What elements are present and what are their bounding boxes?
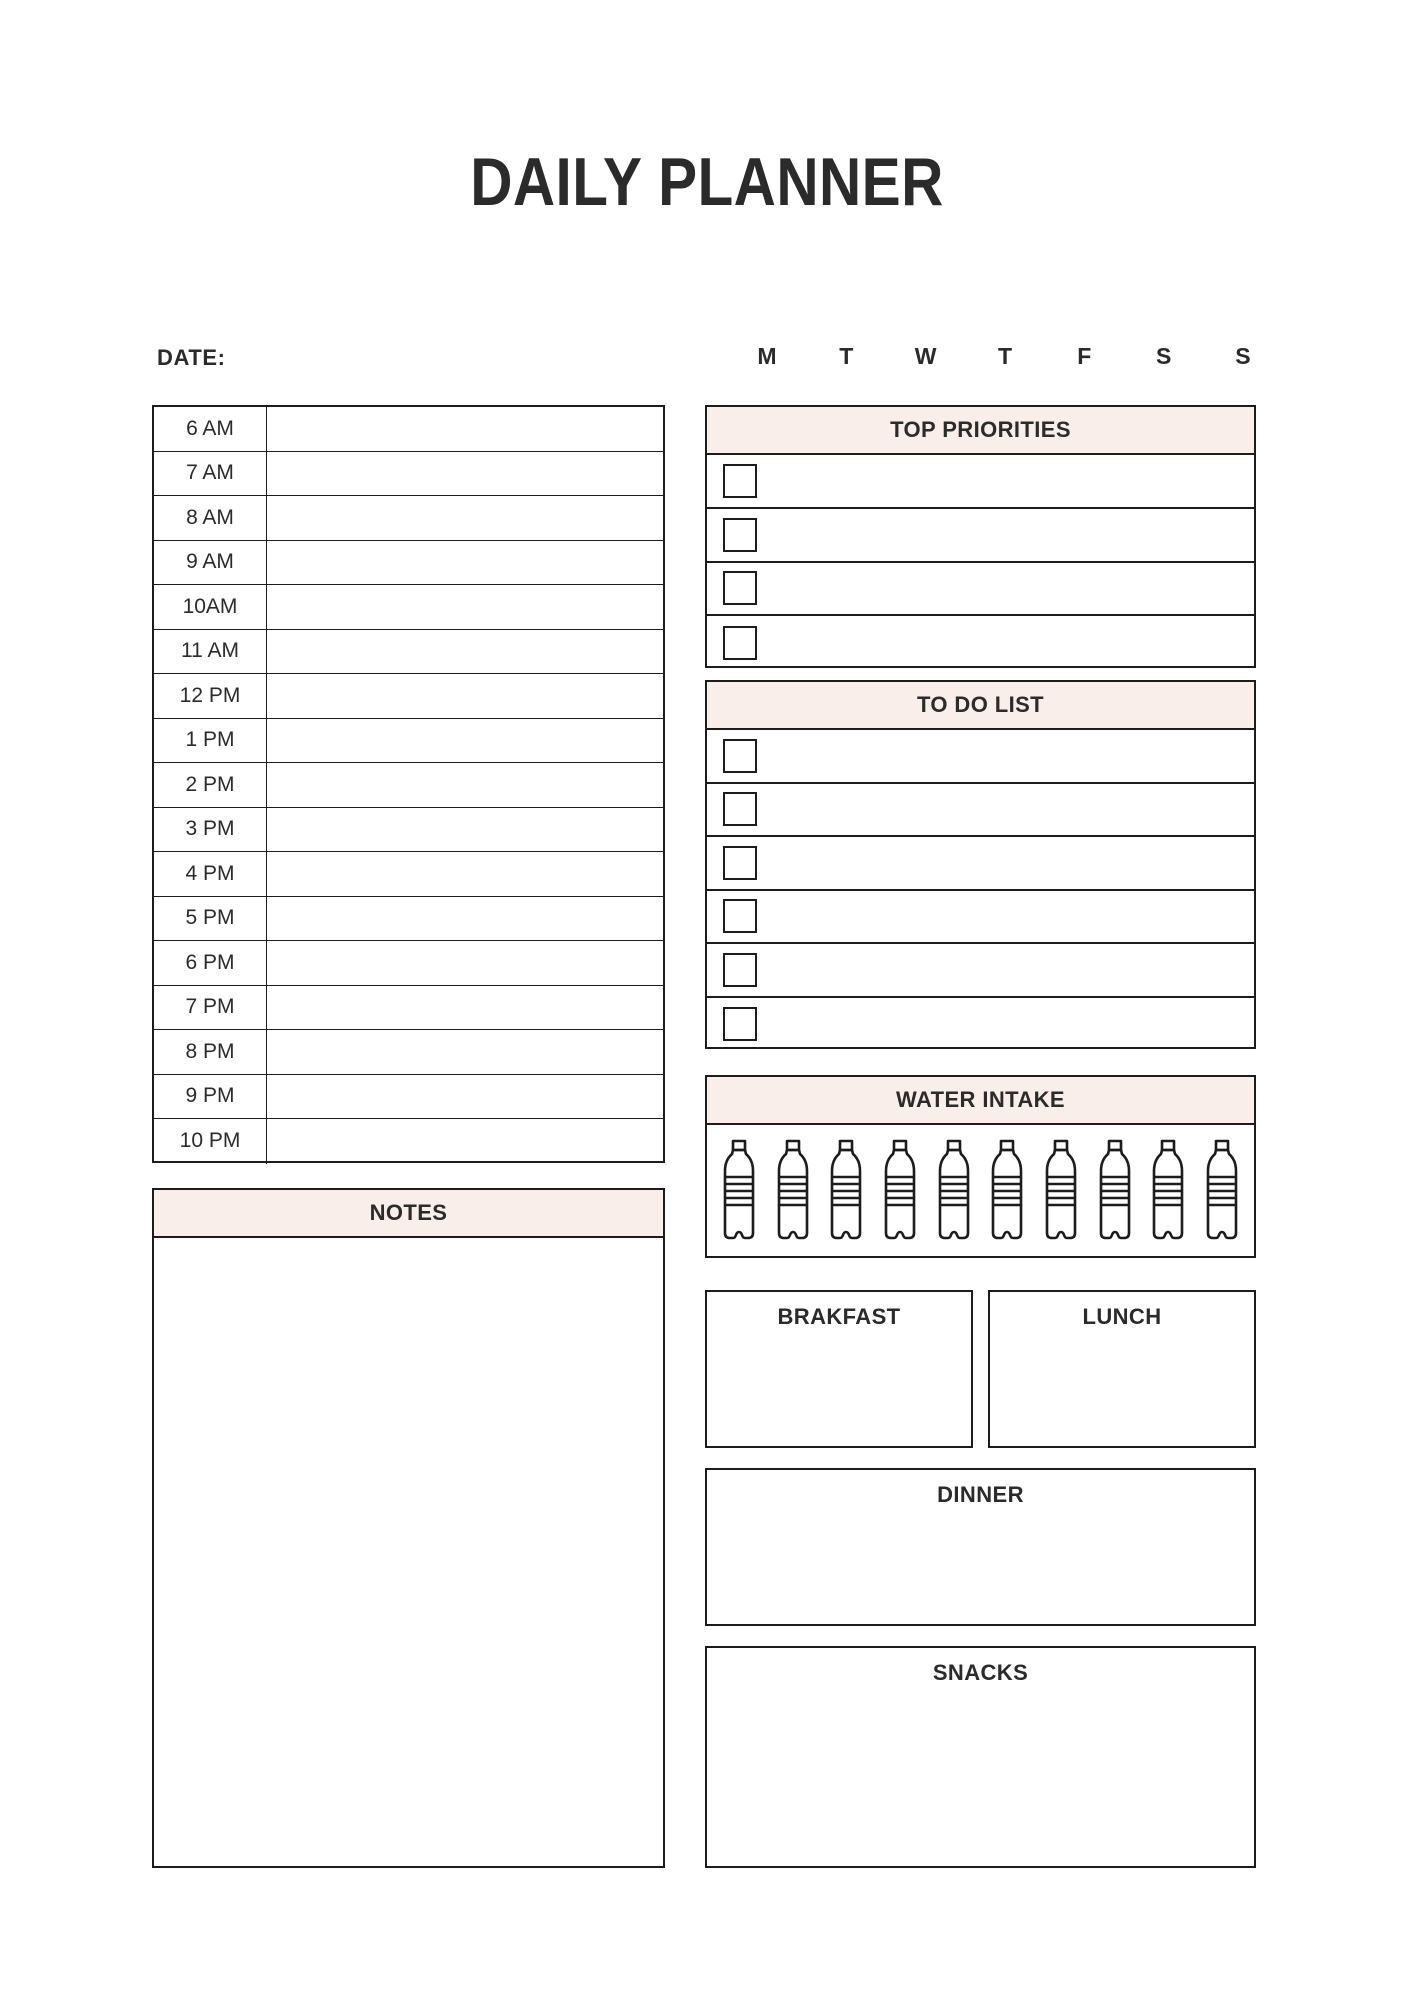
schedule-row (154, 941, 663, 986)
breakfast-label: BRAKFAST (777, 1304, 901, 1329)
schedule-row (154, 407, 663, 452)
todo-row (707, 784, 1254, 838)
schedule-time-label: 6 AM (154, 407, 267, 451)
schedule-entry-input[interactable] (267, 496, 663, 540)
water-bottle-icon[interactable] (934, 1139, 974, 1243)
weekday-selector (752, 343, 1258, 370)
weekday-3[interactable]: T (997, 343, 1013, 369)
schedule-entry-input[interactable] (267, 1030, 663, 1074)
todo-row (707, 944, 1254, 998)
schedule-time-label: 8 AM (154, 496, 267, 540)
dinner-box (705, 1468, 1256, 1626)
schedule-row (154, 719, 663, 764)
schedule-time-label: 3 PM (154, 808, 267, 852)
weekday-0[interactable]: M (757, 343, 777, 369)
schedule-time-label: 8 PM (154, 1030, 267, 1074)
priorities-row (707, 455, 1254, 509)
schedule-row (154, 852, 663, 897)
schedule-row (154, 630, 663, 675)
schedule-time-label: 9 PM (154, 1075, 267, 1119)
water-bottle-icon[interactable] (880, 1139, 920, 1243)
to-do-list-section (705, 680, 1256, 1049)
priorities-row (707, 616, 1254, 670)
schedule-row (154, 1119, 663, 1164)
schedule-time-label: 11 AM (154, 630, 267, 674)
schedule-time-label: 10 PM (154, 1119, 267, 1164)
schedule-row (154, 541, 663, 586)
checkbox-icon[interactable] (723, 899, 757, 933)
schedule-entry-input[interactable] (267, 1075, 663, 1119)
lunch-box (988, 1290, 1256, 1448)
schedule-time-label: 10AM (154, 585, 267, 629)
water-bottle-icon[interactable] (773, 1139, 813, 1243)
schedule-entry-input[interactable] (267, 407, 663, 451)
water-bottle-icon[interactable] (826, 1139, 866, 1243)
schedule-time-label: 7 AM (154, 452, 267, 496)
schedule-time-label: 4 PM (154, 852, 267, 896)
schedule-row (154, 452, 663, 497)
date-label: DATE: (157, 345, 226, 370)
schedule-entry-input[interactable] (267, 941, 663, 985)
schedule-time-label: 12 PM (154, 674, 267, 718)
schedule-row (154, 763, 663, 808)
schedule-row (154, 986, 663, 1031)
priorities-row (707, 509, 1254, 563)
notes-section (152, 1188, 665, 1868)
snacks-box (705, 1646, 1256, 1868)
water-intake-header: WATER INTAKE (707, 1077, 1254, 1125)
checkbox-icon[interactable] (723, 1007, 757, 1041)
water-bottle-icon[interactable] (719, 1139, 759, 1243)
schedule-entry-input[interactable] (267, 808, 663, 852)
water-bottle-icon[interactable] (1202, 1139, 1242, 1243)
checkbox-icon[interactable] (723, 571, 757, 605)
schedule-entry-input[interactable] (267, 630, 663, 674)
notes-input-area[interactable] (154, 1238, 663, 1866)
schedule-row (154, 496, 663, 541)
schedule-time-label: 1 PM (154, 719, 267, 763)
snacks-label: SNACKS (932, 1660, 1029, 1685)
water-bottle-icon[interactable] (1041, 1139, 1081, 1243)
schedule-entry-input[interactable] (267, 674, 663, 718)
water-bottle-icon[interactable] (987, 1139, 1027, 1243)
checkbox-icon[interactable] (723, 739, 757, 773)
schedule-time-label: 5 PM (154, 897, 267, 941)
schedule-row (154, 897, 663, 942)
schedule-entry-input[interactable] (267, 1119, 663, 1164)
checkbox-icon[interactable] (723, 792, 757, 826)
priorities-row (707, 563, 1254, 617)
checkbox-icon[interactable] (723, 464, 757, 498)
schedule-row (154, 808, 663, 853)
schedule-time-label: 9 AM (154, 541, 267, 585)
top-priorities-header: TOP PRIORITIES (707, 407, 1254, 455)
schedule-entry-input[interactable] (267, 897, 663, 941)
schedule-row (154, 674, 663, 719)
schedule-entry-input[interactable] (267, 719, 663, 763)
weekday-1[interactable]: T (839, 343, 854, 369)
todo-row (707, 998, 1254, 1052)
lunch-label: LUNCH (1082, 1304, 1162, 1329)
water-bottle-tracker (707, 1125, 1254, 1256)
water-bottle-icon[interactable] (1148, 1139, 1188, 1243)
water-bottle-icon[interactable] (1095, 1139, 1135, 1243)
schedule-entry-input[interactable] (267, 585, 663, 629)
weekday-4[interactable]: F (1077, 343, 1092, 369)
to-do-list-rows (707, 730, 1254, 1051)
schedule-row (154, 1075, 663, 1120)
schedule-time-label: 7 PM (154, 986, 267, 1030)
schedule-entry-input[interactable] (267, 541, 663, 585)
schedule-entry-input[interactable] (267, 763, 663, 807)
weekday-5[interactable]: S (1155, 343, 1172, 369)
to-do-list-header: TO DO LIST (707, 682, 1254, 730)
page-title: DAILY PLANNER (470, 144, 944, 220)
schedule-row (154, 585, 663, 630)
todo-row (707, 730, 1254, 784)
dinner-label: DINNER (937, 1482, 1024, 1507)
schedule-row (154, 1030, 663, 1075)
checkbox-icon[interactable] (723, 518, 757, 552)
checkbox-icon[interactable] (723, 953, 757, 987)
checkbox-icon[interactable] (723, 626, 757, 660)
breakfast-box (705, 1290, 973, 1448)
todo-row (707, 837, 1254, 891)
schedule-entry-input[interactable] (267, 452, 663, 496)
top-priorities-section (705, 405, 1256, 668)
hourly-schedule-table (152, 405, 665, 1163)
schedule-time-label: 6 PM (154, 941, 267, 985)
schedule-time-label: 2 PM (154, 763, 267, 807)
notes-header: NOTES (154, 1190, 663, 1238)
schedule-entry-input[interactable] (267, 852, 663, 896)
todo-row (707, 891, 1254, 945)
checkbox-icon[interactable] (723, 846, 757, 880)
schedule-entry-input[interactable] (267, 986, 663, 1030)
weekday-6[interactable]: S (1235, 343, 1251, 369)
weekday-2[interactable]: W (914, 343, 937, 369)
top-priorities-rows (707, 455, 1254, 670)
water-intake-section (705, 1075, 1256, 1258)
